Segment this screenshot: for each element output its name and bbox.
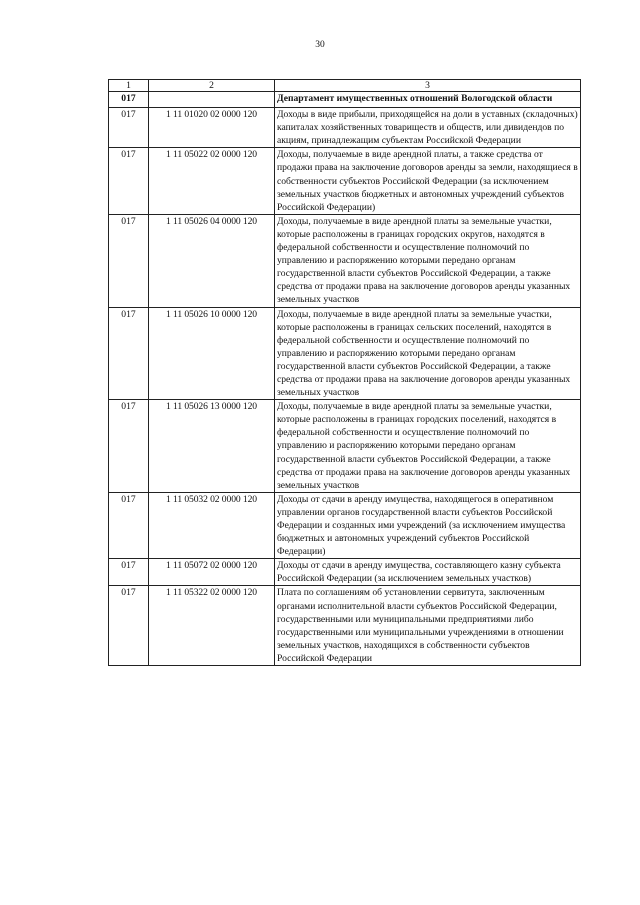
revenue-codes-table — [108, 79, 581, 666]
department-title: Департамент имущественных отношений Вологодской области — [275, 92, 581, 108]
admin-code-cell: 017 — [109, 492, 149, 558]
admin-code-cell: 017 — [109, 148, 149, 214]
admin-code-cell: 017 — [109, 586, 149, 666]
revenue-description-cell: Доходы, получаемые в виде арендной платы, а также средства от продажи права на заключение договоров аренды за земли, находящиеся в собственности субъектов Российской Федерации (за исключением земельных участков бюджетных и автономных учреждений субъектов Российской Федерации) — [275, 148, 581, 214]
revenue-description-cell: Плата по соглашениям об установлении сервитута, заключенным органами исполнительной власти субъектов Российской Федерации, государственными или муниципальными предприятиями либо государственными или муниципальными учреждениями в отношении земельных участков, находящихся в собственности субъектов Российской Федерации — [275, 586, 581, 666]
admin-code-cell: 017 — [109, 559, 149, 586]
admin-code-cell: 017 — [109, 400, 149, 493]
kbk-code-cell: 1 11 05026 04 0000 120 — [149, 214, 275, 307]
kbk-code-cell: 1 11 05022 02 0000 120 — [149, 148, 275, 214]
revenue-description-cell: Доходы, получаемые в виде арендной платы за земельные участки, которые расположены в границах сельских поселений, находятся в федеральной собственности и осуществление полномочий по управлению и распоряжению которыми передано органам государственной власти субъектов Российской Федерации, а также средства от продажи права на заключение договоров аренды указанных земельных участков — [275, 307, 581, 400]
revenue-description-cell: Доходы от сдачи в аренду имущества, составляющего казну субъекта Российской Федерации (за исключением земельных участков) — [275, 559, 581, 586]
table-row — [109, 214, 581, 307]
column-header-3: 3 — [275, 80, 581, 92]
department-admin-code: 017 — [109, 92, 149, 108]
table-row — [109, 492, 581, 558]
kbk-code-cell: 1 11 05032 02 0000 120 — [149, 492, 275, 558]
table-row — [109, 400, 581, 493]
kbk-code-cell: 1 11 05322 02 0000 120 — [149, 586, 275, 666]
table-row — [109, 307, 581, 400]
revenue-description-cell: Доходы в виде прибыли, приходящейся на доли в уставных (складочных) капиталах хозяйственных товариществ и обществ, или дивидендов по акциям, принадлежащим субъектам Российской Федерации — [275, 108, 581, 148]
table-row — [109, 108, 581, 148]
kbk-code-cell: 1 11 05026 13 0000 120 — [149, 400, 275, 493]
revenue-description-cell: Доходы, получаемые в виде арендной платы за земельные участки, которые расположены в границах городских поселений, находятся в федеральной собственности и осуществление полномочий по управлению и распоряжению которыми передано органам государственной власти субъектов Российской Федерации, а также средства от продажи права на заключение договоров аренды указанных земельных участков — [275, 400, 581, 493]
kbk-code-cell: 1 11 05072 02 0000 120 — [149, 559, 275, 586]
department-row — [109, 92, 581, 108]
revenue-description-cell: Доходы от сдачи в аренду имущества, находящегося в оперативном управлении органов государственной власти субъектов Российской Федерации и созданных ими учреждений (за исключением имущества бюджетных и автономных учреждений субъектов Российской Федерации) — [275, 492, 581, 558]
kbk-code-cell: 1 11 05026 10 0000 120 — [149, 307, 275, 400]
department-kbk-cell — [149, 92, 275, 108]
admin-code-cell: 017 — [109, 108, 149, 148]
table-row — [109, 148, 581, 214]
admin-code-cell: 017 — [109, 307, 149, 400]
column-header-1: 1 — [109, 80, 149, 92]
admin-code-cell: 017 — [109, 214, 149, 307]
revenue-description-cell: Доходы, получаемые в виде арендной платы за земельные участки, которые расположены в границах городских округов, находятся в федеральной собственности и осуществление полномочий по управлению и распоряжению которыми передано органам государственной власти субъектов Российской Федерации, а также средства от продажи права на заключение договоров аренды указанных земельных участков — [275, 214, 581, 307]
column-header-2: 2 — [149, 80, 275, 92]
table-header-row — [109, 80, 581, 92]
table-row — [109, 559, 581, 586]
page-number: 30 — [315, 40, 325, 50]
table-row — [109, 586, 581, 666]
kbk-code-cell: 1 11 01020 02 0000 120 — [149, 108, 275, 148]
